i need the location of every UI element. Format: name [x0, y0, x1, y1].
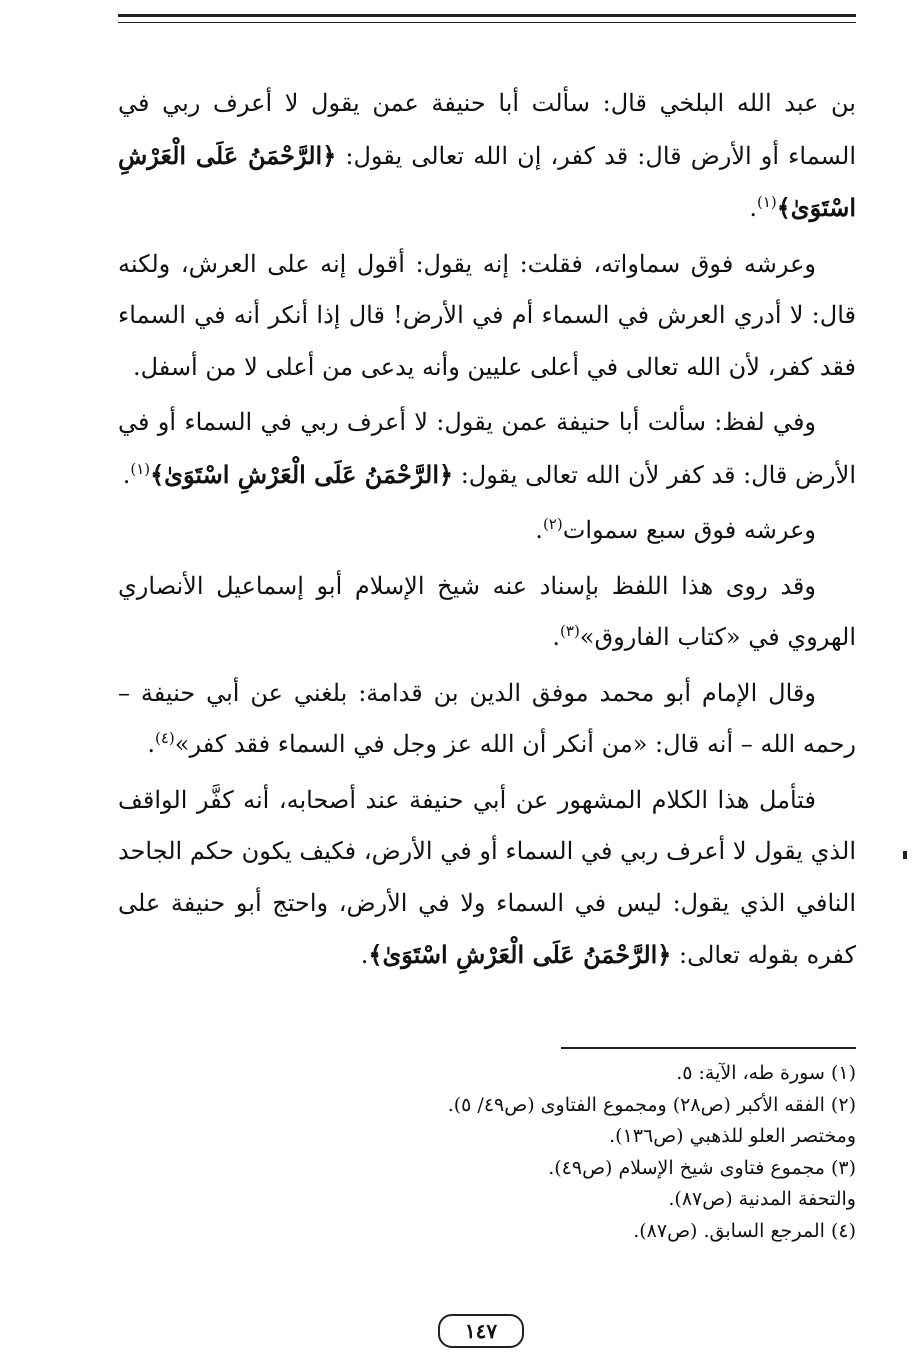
paragraph-text: وفي لفظ: سألت أبا حنيفة عمن يقول: لا أعرف ربي في السماء أو في الأرض قال: قد كفر لأن الله تعالى يقول: — [118, 408, 856, 489]
paragraph-text: . — [749, 194, 757, 222]
footnote-line: (٣) مجموع فتاوى شيخ الإسلام (ص٤٩). — [548, 1156, 856, 1179]
footnote-line: (١) سورة طه، الآية: ٥. — [676, 1062, 856, 1084]
paragraph — [118, 668, 856, 771]
paragraph — [118, 397, 856, 501]
paragraph-text: وقال الإمام أبو محمد موفق الدين بن قدامة: بلغني عن أبي حنيفة – رحمه الله – أنه قال: «من أنكر أن الله عز وجل في السماء فقد كفر» — [118, 678, 856, 758]
paragraph-text: وعرشه فوق سبع سموات — [562, 516, 816, 544]
footnote-line: (٤) المرجع السابق. (ص٨٧). — [633, 1219, 856, 1242]
paragraph-text: فتأمل هذا الكلام المشهور عن أبي حنيفة عند أصحابه، أنه كفَّر الواقف الذي يقول لا أعرف ربي في السماء أو في الأرض، فكيف يكون حكم الجاحد النافي الذي يقول: ليس في السماء ولا في الأرض، واحتج أبو حنيفة على كفره بقوله تعالى: — [118, 785, 856, 969]
paragraph — [118, 78, 856, 235]
margin-mark — [903, 851, 907, 859]
footnote-separator — [561, 1047, 856, 1049]
quran-verse: ﴿الرَّحْمَنُ عَلَى الْعَرْشِ اسْتَوَىٰ﴾ — [118, 140, 856, 222]
footnote-ref: (٣) — [560, 622, 580, 640]
paragraph — [118, 775, 856, 982]
paragraph-text: . — [147, 730, 155, 758]
quran-verse: ﴿الرَّحْمَنُ عَلَى الْعَرْشِ اسْتَوَىٰ﴾ — [368, 940, 672, 969]
header-rule-thin — [118, 22, 856, 23]
footnote-ref: (٢) — [542, 515, 563, 533]
quran-verse: ﴿الرَّحْمَنُ عَلَى الْعَرْشِ اسْتَوَىٰ﴾ — [150, 459, 454, 489]
paragraph — [118, 561, 856, 664]
paragraph-text: . — [552, 623, 561, 651]
paragraph — [118, 505, 856, 557]
paragraph-text: . — [360, 941, 369, 969]
paragraph-text: . — [122, 460, 131, 489]
paragraph-text: وقد روى هذا اللفظ بإسناد عنه شيخ الإسلام أبو إسماعيل الأنصاري الهروي في «كتاب الفاروق» — [118, 571, 856, 651]
page-number: ١٤٧ — [438, 1314, 524, 1348]
footnotes — [118, 1058, 856, 1247]
footnote-ref: (٤) — [154, 729, 175, 747]
paragraph-text: بن عبد الله البلخي قال: سألت أبا حنيفة عمن يقول لا أعرف ربي في السماء أو الأرض قال: قد كفر، إن الله تعالى يقول: — [118, 89, 856, 170]
paragraph — [118, 239, 856, 394]
footnote-line: والتحفة المدنية (ص٨٧). — [668, 1188, 856, 1210]
footnote-line: ومختصر العلو للذهبي (ص١٣٦). — [609, 1125, 856, 1147]
footnote-ref: (١) — [130, 459, 151, 478]
footnote-ref: (١) — [756, 193, 777, 211]
paragraph-text: وعرشه فوق سماواته، فقلت: إنه يقول: أقول إنه على العرش، ولكنه قال: لا أدري العرش في السماء أم في الأرض! قال إذا أنكر أنه في السماء فقد كفر، لأن الله تعالى في أعلى عليين وأنه يدعى من أعلى لا من أسفل. — [118, 249, 856, 381]
footnote-line: (٢) الفقه الأكبر (ص٢٨) ومجموع الفتاوى (ص٤٩/ ٥). — [447, 1093, 856, 1116]
paragraph-text: . — [535, 516, 543, 544]
body-text — [118, 78, 856, 986]
header-rule-thick — [118, 14, 856, 17]
